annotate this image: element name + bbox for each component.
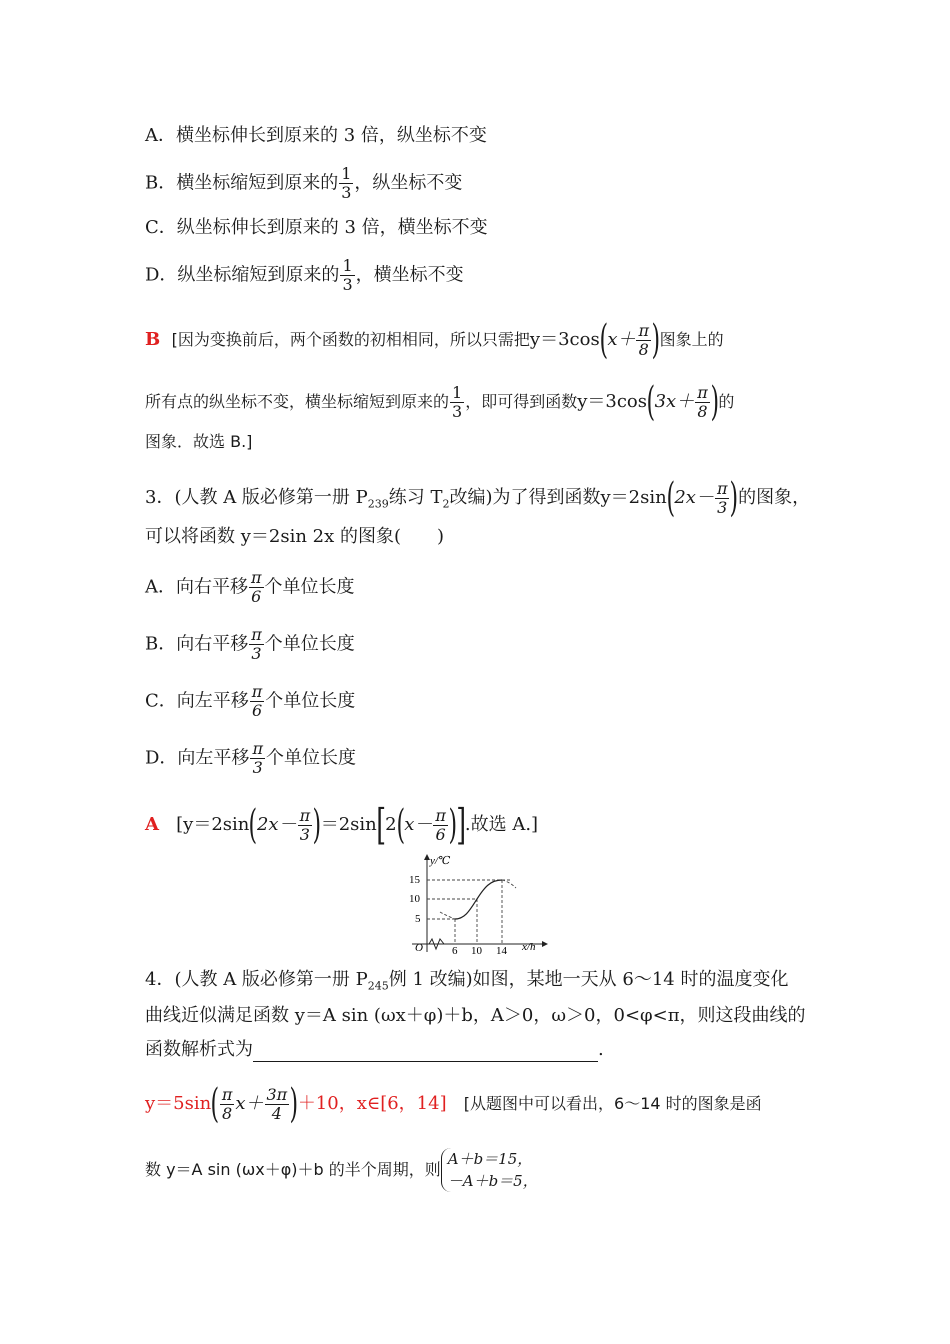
question-text: 改编)为了得到函数 [449,487,601,508]
question-text: 可以将函数 y＝2sin 2x 的图象( ) [145,526,445,547]
answer-formula: y＝5sin [145,1093,212,1114]
fraction [249,570,264,605]
denominator: 3 [341,183,352,202]
right-paren: ) [710,379,719,425]
formula-inner: 2 [385,814,397,835]
explanation-text: [因为变换前后，两个函数的初相相同，所以只需把 [171,330,530,349]
q2-answer-line1 [145,317,724,363]
x-tick-label: 14 [496,945,507,956]
q2-option-a-text: A．横坐标伸长到原来的 3 倍，纵坐标不变 [145,125,487,146]
q4-stem-line3 [145,1038,604,1062]
question-text: 3．(人教 A 版必修第一册 P [145,487,368,508]
fraction [339,166,353,201]
denominator: 3 [299,824,310,844]
fraction [450,382,464,421]
option-text: 个单位长度 [265,747,356,769]
q4-stem-line1 [145,968,788,999]
denominator: 6 [251,701,263,720]
explanation-text: ，即可得到函数 [465,392,578,411]
q4-answer-line1 [145,1081,762,1127]
right-paren: ) [729,475,739,521]
formula: ＝2sin [320,814,377,835]
option-text: D．向左平移 [145,747,250,769]
left-bracket: [ [376,800,386,849]
fraction [220,1084,235,1123]
denominator: 6 [435,824,446,844]
y-axis-label: y/℃ [430,855,451,867]
denominator: 8 [697,401,708,421]
numerator: 1 [452,382,463,402]
q3-option-b [145,627,355,662]
formula-inner: 3x＋ [654,391,695,412]
temperature-curve [455,880,502,919]
x-tick-label: 6 [452,945,458,956]
q2-option-b-suffix: ，纵坐标不变 [354,172,463,194]
exercise-subscript: 2 [442,497,450,511]
q3-option-c [145,684,355,719]
denominator: 8 [221,1103,233,1123]
denominator: 3 [251,644,262,663]
numerator: 1 [341,164,352,183]
right-bracket: ] [455,800,466,849]
formula: y＝3cos [577,391,647,412]
equation-system [441,1148,538,1192]
explanation-text: 所有点的纵坐标不变，横坐标缩短到原来的 [145,392,450,411]
fraction [298,805,313,844]
fraction [695,382,710,421]
explanation-text: [从题图中可以看出，6～14 时的图象是函 [463,1094,762,1113]
formula: y＝3cos [529,329,600,350]
y-tick-label: 15 [409,874,420,886]
q2-option-a [145,124,487,148]
q2-answer-line3 [145,430,252,454]
formula-inner: 2x－ [674,487,714,508]
left-paren: ( [396,802,405,848]
left-paren: ( [599,317,608,363]
denominator: 3 [452,401,463,421]
guide-lines [427,880,516,944]
explanation-text: 图象上的 [659,330,724,349]
formula-inner: x＋ [607,329,636,350]
answer-letter: B [145,329,161,350]
q3-answer [145,800,539,849]
y-tick-label: 5 [415,913,421,925]
fraction [265,1084,290,1123]
denominator: 6 [251,587,262,606]
numerator: π [251,625,262,644]
q2-option-c-text: C．纵坐标伸长到原来的 3 倍，横坐标不变 [145,217,488,238]
fraction [250,684,265,719]
denominator: 4 [271,1103,282,1123]
origin-label: O [415,942,423,954]
q4-answer-line2 [145,1148,538,1192]
question-text: . [598,1039,604,1060]
left-paren: ( [210,1081,220,1127]
answer-letter: A [145,814,159,835]
temperature-graph [400,852,550,956]
q2-option-b [145,166,462,201]
q2-answer-line2 [145,379,735,425]
numerator: π [221,1084,233,1104]
numerator: 1 [342,256,353,275]
fraction [249,627,264,662]
q3-stem-line2 [145,525,444,549]
x-tick-label: 10 [471,945,482,956]
explanation-text: .故选 A.] [464,814,539,835]
denominator: 8 [638,339,649,359]
question-text: 练习 T [388,487,443,508]
option-text: C．向左平移 [145,690,249,712]
question-text: 4．(人教 A 版必修第一册 P [145,969,368,990]
fraction [715,478,730,517]
q2-option-b-text: B．横坐标缩短到原来的 [145,172,339,194]
option-text: B．向右平移 [145,633,249,655]
left-paren: ( [248,802,258,848]
fraction [433,805,448,844]
q3-option-a [145,570,355,605]
y-tick-label: 10 [409,893,420,905]
explanation-text: 的 [718,392,735,411]
numerator: π [716,478,728,498]
left-paren: ( [646,379,656,425]
numerator: π [251,568,262,587]
explanation-text: 数 y＝A sin (ωx＋φ)＋b 的半个周期，则 [145,1160,441,1179]
numerator: π [252,739,263,758]
answer-formula: ＋10，x∈[6，14] [297,1093,447,1114]
x-axis-arrow [542,941,548,947]
numerator: π [251,682,263,701]
question-text: 函数解析式为 [145,1039,253,1060]
denominator: 3 [342,275,353,294]
equation: －A＋b＝5， [447,1172,538,1190]
numerator: π [697,382,708,402]
q2-option-d [145,258,464,293]
page-subscript: 245 [367,979,389,993]
denominator: 3 [252,758,263,777]
option-text: 个单位长度 [264,576,355,598]
right-paren: ) [289,1081,299,1127]
q2-option-c [145,216,488,240]
fraction [250,741,265,776]
option-text: 个单位长度 [264,633,355,655]
equation: A＋b＝15， [447,1150,533,1168]
q2-option-d-suffix: ，横坐标不变 [355,264,464,286]
formula: [y＝2sin [176,814,250,835]
numerator: π [435,805,446,825]
question-text: 的图象， [738,487,811,508]
numerator: π [299,805,311,825]
q3-option-d [145,741,356,776]
numerator: π [638,320,649,340]
fraction [340,258,354,293]
option-text: 个单位长度 [265,690,356,712]
explanation-text: 图象．故选 B.] [145,432,253,451]
q3-stem-line1 [145,475,811,521]
formula-inner: 2x－ [256,814,297,835]
q2-option-d-text: D．纵坐标缩短到原来的 [145,264,340,286]
fraction [636,320,651,359]
formula-inner: x－ [404,814,433,835]
q4-stem-line2 [145,1004,806,1028]
formula: y＝2sin [600,487,667,508]
denominator: 3 [717,497,728,517]
right-paren: ) [312,802,322,848]
right-paren: ) [448,802,457,848]
page-subscript: 239 [367,497,389,511]
numerator: 3π [266,1084,288,1104]
option-text: A．向右平移 [145,576,248,598]
formula-inner: x＋ [235,1093,264,1114]
x-axis-label: x/h [522,941,536,953]
question-text: 例 1 改编)如图，某地一天从 6～14 时的温度变化 [388,969,789,990]
question-text: 曲线近似满足函数 y＝A sin (ωx＋φ)＋b，A＞0，ω＞0，0<φ<π，则这段曲线的 [145,1005,806,1026]
left-paren: ( [666,475,675,521]
answer-blank[interactable] [253,1043,598,1062]
right-paren: ) [651,317,661,363]
